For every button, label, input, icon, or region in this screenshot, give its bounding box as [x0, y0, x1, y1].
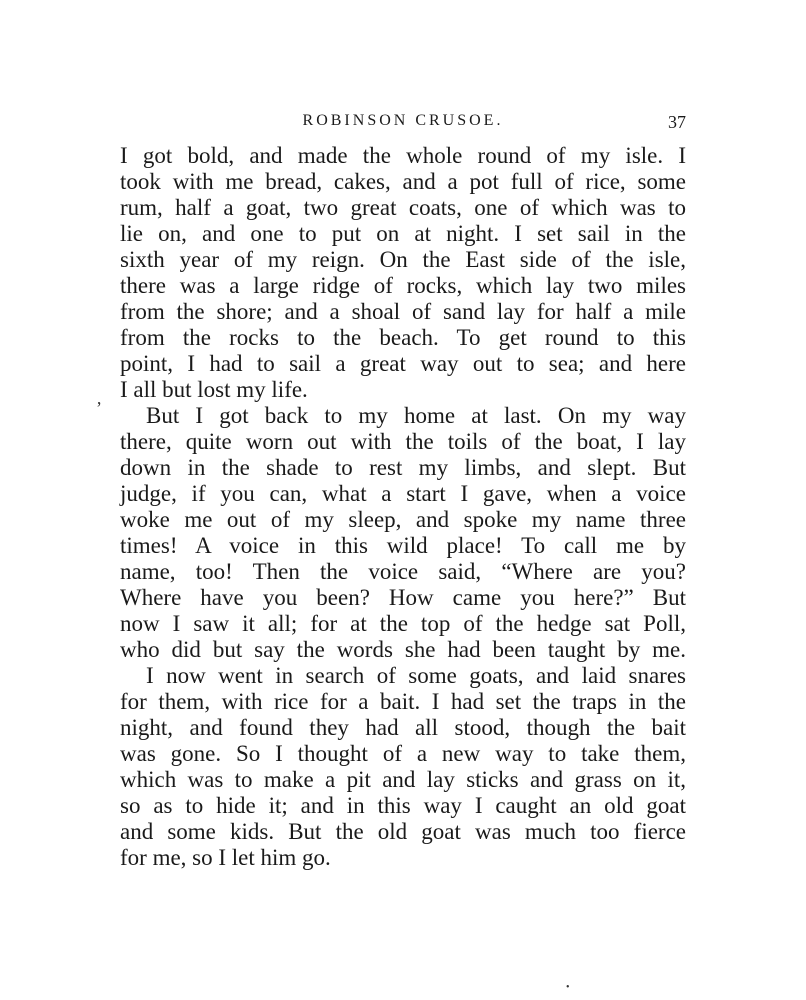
text-line: I got bold, and made the whole round of my isle. I — [120, 143, 686, 168]
text-line: from the rocks to the beach. To get round to this — [120, 325, 686, 350]
text-line: point, I had to sail a great way out to sea; and here — [120, 351, 686, 376]
text-line: Where have you been? How came you here?” But — [120, 585, 686, 610]
text-line: took with me bread, cakes, and a pot full of rice, some — [120, 169, 686, 194]
text-line: name, too! Then the voice said, “Where are you? — [120, 559, 686, 584]
text-line: woke me out of my sleep, and spoke my name three — [120, 507, 686, 532]
text-line: rum, half a goat, two great coats, one of which was to — [120, 195, 686, 220]
running-title: ROBINSON CRUSOE. — [302, 112, 504, 129]
text-line: and some kids. But the old goat was much too fierce — [120, 819, 686, 844]
text-line: lie on, and one to put on at night. I set sail in the — [120, 221, 686, 246]
print-speck: • — [566, 982, 570, 993]
page-number: 37 — [668, 112, 686, 132]
text-line: so as to hide it; and in this way I caught an old goat — [120, 793, 686, 818]
text-line: night, and found they had all stood, though the bait — [120, 715, 686, 740]
print-speck: ’ — [96, 398, 102, 418]
running-head — [120, 112, 686, 136]
text-line: down in the shade to rest my limbs, and slept. But — [120, 455, 686, 480]
text-line: now I saw it all; for at the top of the hedge sat Poll, — [120, 611, 686, 636]
text-line: for me, so I let him go. — [120, 845, 331, 870]
text-line: was gone. So I thought of a new way to take them, — [120, 741, 686, 766]
text-line: I all but lost my life. — [120, 377, 308, 402]
text-line: there, quite worn out with the toils of the boat, I lay — [120, 429, 686, 454]
text-line: But I got back to my home at last. On my way — [146, 403, 686, 428]
text-line: sixth year of my reign. On the East side of the isle, — [120, 247, 686, 272]
text-line: for them, with rice for a bait. I had set the traps in the — [120, 689, 686, 714]
text-line: times! A voice in this wild place! To call me by — [120, 533, 686, 558]
text-line: I now went in search of some goats, and laid snares — [146, 663, 686, 688]
text-line: there was a large ridge of rocks, which lay two miles — [120, 273, 686, 298]
text-line: judge, if you can, what a start I gave, when a voice — [120, 481, 686, 506]
text-line: which was to make a pit and lay sticks and grass on it, — [120, 767, 686, 792]
text-line: who did but say the words she had been taught by me. — [120, 637, 686, 662]
body-text — [120, 143, 686, 871]
text-line: from the shore; and a shoal of sand lay for half a mile — [120, 299, 686, 324]
